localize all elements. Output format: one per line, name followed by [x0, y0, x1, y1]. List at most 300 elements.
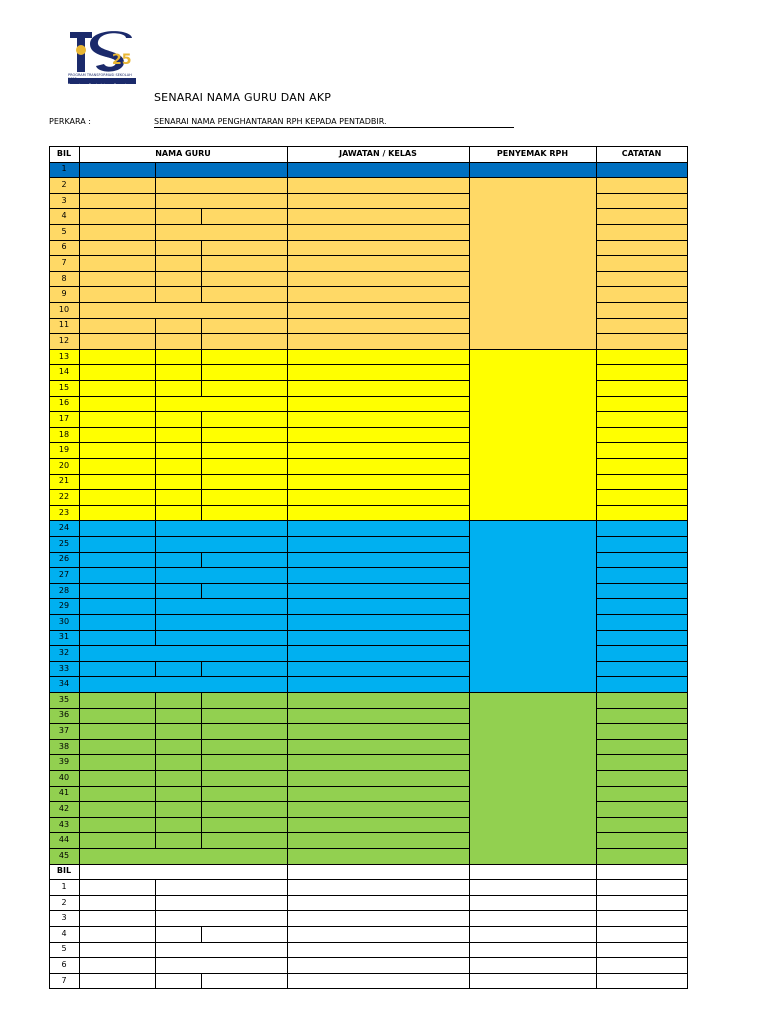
row-34-jawatan — [287, 676, 470, 693]
penyemak-group-blue — [469, 520, 597, 693]
row-20-catatan — [596, 458, 688, 475]
row-18-nama-b — [155, 427, 202, 444]
second-row-1-number: 1 — [61, 881, 67, 891]
row-38-nama-a — [79, 739, 156, 756]
second-row-3-number: 3 — [61, 913, 67, 923]
row-28-nama-b — [155, 583, 202, 600]
row-15-number: 15 — [58, 382, 70, 392]
row-37-number: 37 — [58, 725, 70, 735]
row-41-nama-b — [155, 786, 202, 803]
row-19-jawatan — [287, 442, 470, 459]
row-4-jawatan — [287, 208, 470, 225]
row-3-number: 3 — [61, 195, 67, 205]
row-43-number: 43 — [58, 819, 70, 829]
row-20-nama-a — [79, 458, 156, 475]
row-44-nama-b — [155, 832, 202, 849]
second-table-header-penyemak — [469, 864, 597, 881]
row-11-nama-c — [201, 318, 288, 335]
row-25-nama-b — [155, 536, 288, 553]
row-36-nama-a — [79, 708, 156, 725]
row-45-nama — [79, 848, 288, 865]
row-19-nama-a — [79, 442, 156, 459]
row-7-number: 7 — [61, 257, 67, 267]
row-2-number: 2 — [61, 179, 67, 189]
second-row-4-catatan — [596, 926, 688, 943]
row-22-number: 22 — [58, 491, 70, 501]
row-12-number: 12 — [58, 335, 70, 345]
row-9-jawatan — [287, 286, 470, 303]
row-23-jawatan — [287, 505, 470, 522]
row-18-catatan — [596, 427, 688, 444]
row-23-nama-c — [201, 505, 288, 522]
row-14-number: 14 — [58, 367, 70, 377]
second-row-3-penyemak — [469, 910, 597, 927]
row-6-catatan — [596, 240, 688, 257]
row-10-catatan — [596, 302, 688, 319]
row-13-nama-a — [79, 349, 156, 366]
row-44-jawatan — [287, 832, 470, 849]
row-19-nama-c — [201, 442, 288, 459]
row-22-jawatan — [287, 489, 470, 506]
row-39-jawatan — [287, 754, 470, 771]
row-13-number: 13 — [58, 351, 70, 361]
row-30-catatan — [596, 614, 688, 631]
row-14-nama-c — [201, 364, 288, 381]
second-row-1-penyemak — [469, 879, 597, 896]
row-9-nama-b — [155, 286, 202, 303]
row-24-number: 24 — [58, 523, 70, 533]
row-45-catatan — [596, 848, 688, 865]
row-38-number: 38 — [58, 741, 70, 751]
second-row-7-catatan — [596, 973, 688, 990]
row-40-jawatan — [287, 770, 470, 787]
row-28-nama-a — [79, 583, 156, 600]
row-5-number: 5 — [61, 226, 67, 236]
row-24-catatan — [596, 520, 688, 537]
row-25-jawatan — [287, 536, 470, 553]
second-row-6-penyemak — [469, 957, 597, 974]
second-row-3-catatan — [596, 910, 688, 927]
row-40-nama-b — [155, 770, 202, 787]
row-24-nama-a — [79, 520, 156, 537]
second-table-header-label: BIL — [56, 866, 72, 876]
row-41-nama-a — [79, 786, 156, 803]
row-11-nama-b — [155, 318, 202, 335]
row-8-nama-a — [79, 271, 156, 288]
row-22-nama-c — [201, 489, 288, 506]
row-17-nama-a — [79, 411, 156, 428]
row-36-nama-c — [201, 708, 288, 725]
row-36-catatan — [596, 708, 688, 725]
row-5-jawatan — [287, 224, 470, 241]
row-24-jawatan — [287, 520, 470, 537]
row-17-number: 17 — [58, 413, 70, 423]
row-10-number: 10 — [58, 304, 70, 314]
row-11-jawatan — [287, 318, 470, 335]
row-13-jawatan — [287, 349, 470, 366]
row-4-number: 4 — [61, 211, 67, 221]
second-row-2-number: 2 — [61, 897, 67, 907]
row-22-nama-a — [79, 489, 156, 506]
second-row-2-nama-a — [79, 895, 156, 912]
row-7-nama-a — [79, 255, 156, 272]
row-26-nama-a — [79, 552, 156, 569]
row-12-jawatan — [287, 333, 470, 350]
row-38-nama-c — [201, 739, 288, 756]
row-1-number: 1 — [61, 164, 67, 174]
row-6-number: 6 — [61, 242, 67, 252]
row-8-nama-c — [201, 271, 288, 288]
row-33-jawatan — [287, 661, 470, 678]
second-row-4-jawatan — [287, 926, 470, 943]
row-7-nama-c — [201, 255, 288, 272]
row-6-jawatan — [287, 240, 470, 257]
row-11-number: 11 — [58, 320, 70, 330]
row-38-jawatan — [287, 739, 470, 756]
page-title: SENARAI NAMA GURU DAN AKP — [154, 91, 332, 104]
row-44-nama-a — [79, 832, 156, 849]
second-row-5-number: 5 — [61, 944, 67, 954]
row-22-catatan — [596, 489, 688, 506]
row-35-nama-b — [155, 692, 202, 709]
row-38-nama-b — [155, 739, 202, 756]
header-nama-guru-label: NAMA GURU — [155, 148, 211, 158]
second-row-7-nama-b — [155, 973, 202, 990]
row-34-nama — [79, 676, 288, 693]
row-31-nama-a — [79, 630, 156, 647]
row-5-catatan — [596, 224, 688, 241]
second-row-6-nama-a — [79, 957, 156, 974]
logo-tagline: PROGRAM TRANSFORMASI SEKOLAH 2025 Pengajaran Pembelajaran Bermakna — [68, 73, 132, 87]
second-row-4-nama-b — [155, 926, 202, 943]
row-2-nama-b — [155, 177, 288, 194]
row-6-nama-a — [79, 240, 156, 257]
second-row-4-number: 4 — [61, 928, 67, 938]
row-42-jawatan — [287, 801, 470, 818]
row-39-nama-b — [155, 754, 202, 771]
row-41-nama-c — [201, 786, 288, 803]
second-row-3-nama-b — [155, 910, 288, 927]
row-33-nama-b — [155, 661, 202, 678]
row-15-nama-a — [79, 380, 156, 397]
row-44-number: 44 — [58, 835, 70, 845]
second-row-7-number: 7 — [61, 975, 67, 985]
row-41-jawatan — [287, 786, 470, 803]
row-32-catatan — [596, 645, 688, 662]
row-34-catatan — [596, 676, 688, 693]
row-35-nama-a — [79, 692, 156, 709]
row-39-number: 39 — [58, 757, 70, 767]
row-1-catatan — [596, 162, 688, 179]
header-jawatan-kelas-label: JAWATAN / KELAS — [339, 148, 417, 158]
row-39-catatan — [596, 754, 688, 771]
row-3-nama-a — [79, 193, 156, 210]
row-37-nama-c — [201, 723, 288, 740]
penyemak-group-yellow — [469, 349, 597, 522]
row-39-nama-c — [201, 754, 288, 771]
row-27-catatan — [596, 567, 688, 584]
row-23-nama-b — [155, 505, 202, 522]
row-35-nama-c — [201, 692, 288, 709]
row-43-catatan — [596, 817, 688, 834]
row-30-nama-a — [79, 614, 156, 631]
row-27-nama-b — [155, 567, 288, 584]
perkara-label: PERKARA : — [49, 117, 91, 126]
row-16-number: 16 — [58, 398, 70, 408]
row-40-number: 40 — [58, 772, 70, 782]
row-36-number: 36 — [58, 710, 70, 720]
row-37-catatan — [596, 723, 688, 740]
row-22-nama-b — [155, 489, 202, 506]
row-24-nama-b — [155, 520, 288, 537]
row-38-catatan — [596, 739, 688, 756]
row-29-number: 29 — [58, 601, 70, 611]
row-32-nama — [79, 645, 288, 662]
penyemak-group-green — [469, 692, 597, 865]
row-29-jawatan — [287, 598, 470, 615]
row-15-catatan — [596, 380, 688, 397]
row-40-nama-a — [79, 770, 156, 787]
row-45-number: 45 — [58, 850, 70, 860]
row-13-nama-b — [155, 349, 202, 366]
row-17-catatan — [596, 411, 688, 428]
row-4-nama-c — [201, 208, 288, 225]
header-penyemak-rph-label: PENYEMAK RPH — [496, 148, 569, 158]
row-12-nama-b — [155, 333, 202, 350]
row-20-nama-b — [155, 458, 202, 475]
row-33-catatan — [596, 661, 688, 678]
row-30-number: 30 — [58, 616, 70, 626]
row-31-number: 31 — [58, 632, 70, 642]
row-13-nama-c — [201, 349, 288, 366]
row-26-number: 26 — [58, 554, 70, 564]
second-table-header-jawatan — [287, 864, 470, 881]
row-43-nama-a — [79, 817, 156, 834]
row-36-nama-b — [155, 708, 202, 725]
row-15-nama-c — [201, 380, 288, 397]
row-5-nama-a — [79, 224, 156, 241]
row-44-nama-c — [201, 832, 288, 849]
row-29-nama-a — [79, 598, 156, 615]
row-15-jawatan — [287, 380, 470, 397]
row-21-number: 21 — [58, 476, 70, 486]
header-catatan-label: CATATAN — [621, 148, 662, 158]
row-21-catatan — [596, 474, 688, 491]
second-row-1-nama-b — [155, 879, 288, 896]
row-43-jawatan — [287, 817, 470, 834]
row-8-nama-b — [155, 271, 202, 288]
row-21-nama-c — [201, 474, 288, 491]
row-6-nama-b — [155, 240, 202, 257]
row-18-nama-a — [79, 427, 156, 444]
second-row-5-nama-b — [155, 942, 288, 959]
row-20-nama-c — [201, 458, 288, 475]
row-3-jawatan — [287, 193, 470, 210]
row-17-nama-c — [201, 411, 288, 428]
row-16-nama-b — [155, 396, 288, 413]
row-18-nama-c — [201, 427, 288, 444]
row-43-nama-c — [201, 817, 288, 834]
second-table-header-catatan — [596, 864, 688, 881]
row-29-nama-b — [155, 598, 288, 615]
row-7-nama-b — [155, 255, 202, 272]
row-15-nama-b — [155, 380, 202, 397]
row-33-nama-a — [79, 661, 156, 678]
row-20-number: 20 — [58, 460, 70, 470]
row-25-catatan — [596, 536, 688, 553]
row-23-nama-a — [79, 505, 156, 522]
second-row-7-jawatan — [287, 973, 470, 990]
second-row-6-number: 6 — [61, 959, 67, 969]
row-37-jawatan — [287, 723, 470, 740]
row-41-number: 41 — [58, 788, 70, 798]
row-28-jawatan — [287, 583, 470, 600]
second-row-2-catatan — [596, 895, 688, 912]
row-27-nama-a — [79, 567, 156, 584]
row-42-nama-c — [201, 801, 288, 818]
row-20-jawatan — [287, 458, 470, 475]
row-16-nama-a — [79, 396, 156, 413]
row-6-nama-c — [201, 240, 288, 257]
row-2-nama-a — [79, 177, 156, 194]
second-row-7-nama-a — [79, 973, 156, 990]
row-25-nama-a — [79, 536, 156, 553]
second-row-5-nama-a — [79, 942, 156, 959]
row-28-nama-c — [201, 583, 288, 600]
row-19-number: 19 — [58, 445, 70, 455]
row-4-catatan — [596, 208, 688, 225]
row-37-nama-b — [155, 723, 202, 740]
row-30-jawatan — [287, 614, 470, 631]
row-14-jawatan — [287, 364, 470, 381]
row-31-catatan — [596, 630, 688, 647]
row-19-nama-b — [155, 442, 202, 459]
logo-number: 25 — [112, 52, 132, 68]
row-8-jawatan — [287, 271, 470, 288]
row-16-jawatan — [287, 396, 470, 413]
header-bil-label: BIL — [56, 148, 72, 158]
row-2-catatan — [596, 177, 688, 194]
row-9-nama-c — [201, 286, 288, 303]
row-2-jawatan — [287, 177, 470, 194]
perkara-value: SENARAI NAMA PENGHANTARAN RPH KEPADA PENTADBIR. — [154, 117, 514, 128]
row-29-catatan — [596, 598, 688, 615]
row-19-catatan — [596, 442, 688, 459]
row-9-nama-a — [79, 286, 156, 303]
row-35-jawatan — [287, 692, 470, 709]
row-18-jawatan — [287, 427, 470, 444]
second-row-2-nama-b — [155, 895, 288, 912]
second-row-3-nama-a — [79, 910, 156, 927]
row-1-nama-b — [155, 162, 288, 179]
second-row-6-catatan — [596, 957, 688, 974]
row-4-nama-b — [155, 208, 202, 225]
row-3-nama-b — [155, 193, 288, 210]
row-40-catatan — [596, 770, 688, 787]
row-5-nama-b — [155, 224, 288, 241]
row-12-nama-c — [201, 333, 288, 350]
row-9-number: 9 — [61, 289, 67, 299]
row-23-number: 23 — [58, 507, 70, 517]
row-26-jawatan — [287, 552, 470, 569]
row-1-nama-a — [79, 162, 156, 179]
row-17-jawatan — [287, 411, 470, 428]
row-45-jawatan — [287, 848, 470, 865]
row-31-jawatan — [287, 630, 470, 647]
row-8-catatan — [596, 271, 688, 288]
second-row-3-jawatan — [287, 910, 470, 927]
row-10-jawatan — [287, 302, 470, 319]
second-row-2-penyemak — [469, 895, 597, 912]
second-row-7-penyemak — [469, 973, 597, 990]
row-10-nama — [79, 302, 288, 319]
row-12-nama-a — [79, 333, 156, 350]
row-21-nama-a — [79, 474, 156, 491]
row-1-penyemak — [469, 162, 597, 179]
row-8-number: 8 — [61, 273, 67, 283]
row-11-catatan — [596, 318, 688, 335]
row-14-nama-a — [79, 364, 156, 381]
second-row-7-nama-c — [201, 973, 288, 990]
row-4-nama-a — [79, 208, 156, 225]
row-32-jawatan — [287, 645, 470, 662]
row-35-catatan — [596, 692, 688, 709]
row-13-catatan — [596, 349, 688, 366]
second-row-4-nama-c — [201, 926, 288, 943]
row-35-number: 35 — [58, 694, 70, 704]
row-40-nama-c — [201, 770, 288, 787]
second-row-1-nama-a — [79, 879, 156, 896]
row-16-catatan — [596, 396, 688, 413]
row-44-catatan — [596, 832, 688, 849]
penyemak-group-orange — [469, 177, 597, 350]
row-42-number: 42 — [58, 803, 70, 813]
row-32-number: 32 — [58, 647, 70, 657]
row-25-number: 25 — [58, 538, 70, 548]
row-9-catatan — [596, 286, 688, 303]
row-7-jawatan — [287, 255, 470, 272]
second-row-2-jawatan — [287, 895, 470, 912]
row-42-nama-b — [155, 801, 202, 818]
second-row-1-catatan — [596, 879, 688, 896]
row-39-nama-a — [79, 754, 156, 771]
row-27-number: 27 — [58, 569, 70, 579]
row-28-catatan — [596, 583, 688, 600]
row-3-catatan — [596, 193, 688, 210]
row-26-nama-c — [201, 552, 288, 569]
second-row-5-catatan — [596, 942, 688, 959]
second-row-5-penyemak — [469, 942, 597, 959]
row-21-jawatan — [287, 474, 470, 491]
row-41-catatan — [596, 786, 688, 803]
second-row-4-nama-a — [79, 926, 156, 943]
second-row-6-nama-b — [155, 957, 288, 974]
row-42-nama-a — [79, 801, 156, 818]
row-17-nama-b — [155, 411, 202, 428]
row-43-nama-b — [155, 817, 202, 834]
row-11-nama-a — [79, 318, 156, 335]
row-30-nama-b — [155, 614, 288, 631]
row-26-nama-b — [155, 552, 202, 569]
row-1-jawatan — [287, 162, 470, 179]
row-33-nama-c — [201, 661, 288, 678]
row-23-catatan — [596, 505, 688, 522]
row-31-nama-b — [155, 630, 288, 647]
second-row-1-jawatan — [287, 879, 470, 896]
second-table-header-rest — [79, 864, 288, 881]
second-row-4-penyemak — [469, 926, 597, 943]
row-7-catatan — [596, 255, 688, 272]
